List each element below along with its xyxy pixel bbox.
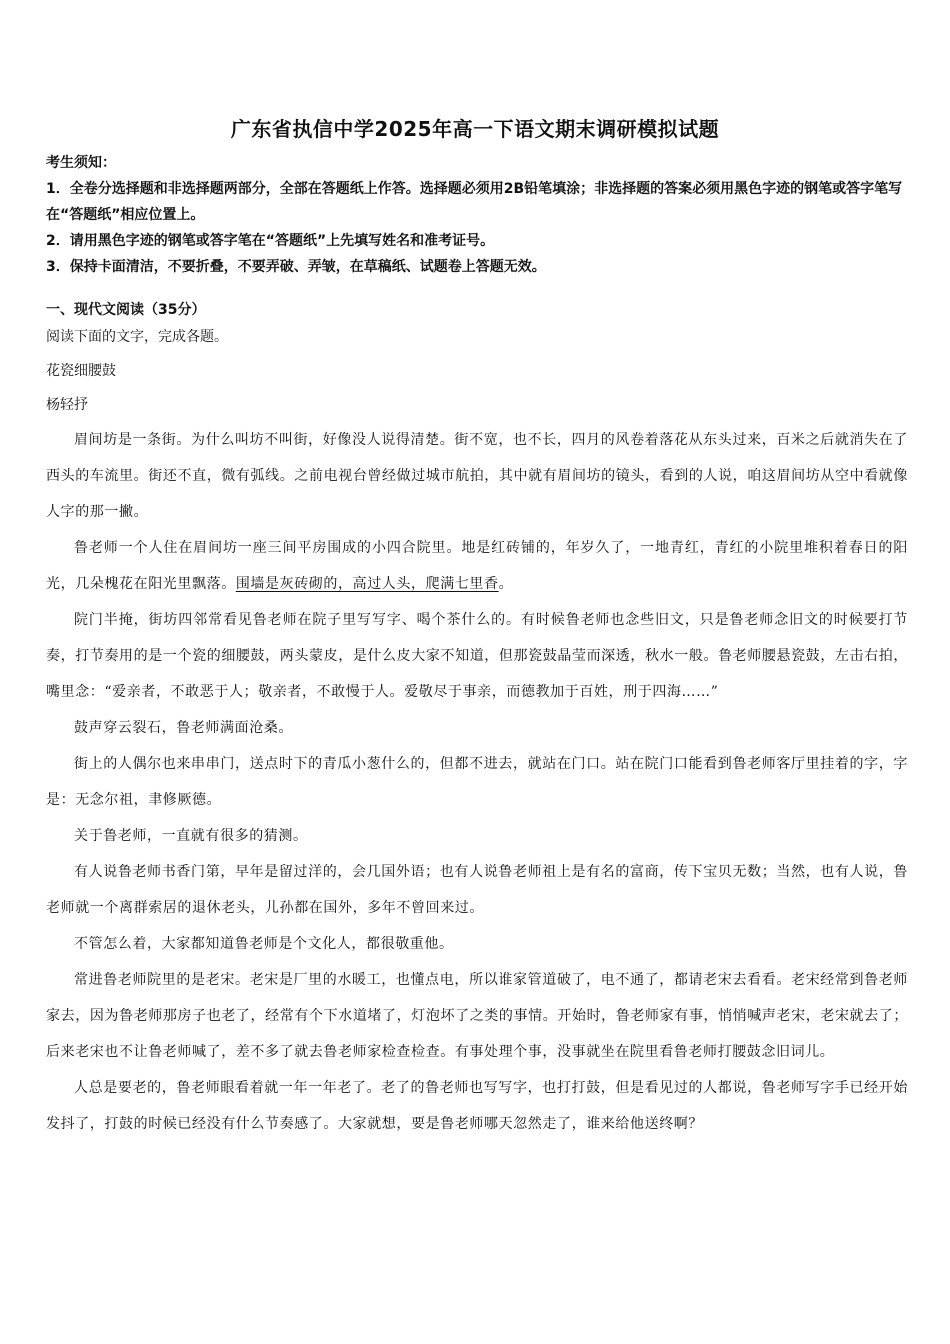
paragraph-5: 街上的人偶尔也来串串门，送点时下的青瓜小葱什么的，但都不进去，就站在门口。站在院门口能看到鲁老师客厅里挂着的字，字是：无念尔祖，聿修厥德。 <box>46 756 908 808</box>
underlined-sentence: 围墙是灰砖砌的，高过人头，爬满七里香 <box>235 576 499 592</box>
exam-title: 广东省执信中学2025年高一下语文期末调研模拟试题 <box>230 117 720 141</box>
article-body <box>46 422 908 1142</box>
paragraph-8: 不管怎么着，大家都知道鲁老师是个文化人，都很敬重他。 <box>74 936 454 952</box>
paragraph-2-end: 。 <box>498 576 514 592</box>
paragraph-1: 眉间坊是一条街。为什么叫坊不叫街，好像没人说得清楚。街不宽，也不长，四月的风卷着落花从东头过来，百米之后就消失在了西头的车流里。街还不直，微有弧线。之前电视台曾经做过城市航拍，其中就有眉间坊的镜头，看到的人说，咱这眉间坊从空中看就像人字的那一撇。 <box>46 432 908 520</box>
paragraph-6: 关于鲁老师，一直就有很多的猜测。 <box>74 828 308 844</box>
section-heading: 一、现代文阅读（35分） <box>46 302 206 318</box>
reading-instruction: 阅读下面的文字，完成各题。 <box>46 329 228 345</box>
notice-item-2: 2．请用黑色字迹的钢笔或答字笔在“答题纸”上先填写姓名和准考证号。 <box>46 233 495 249</box>
notice-item-3: 3．保持卡面清洁，不要折叠，不要弄破、弄皱，在草稿纸、试题卷上答题无效。 <box>46 259 546 275</box>
paragraph-9: 常进鲁老师院里的是老宋。老宋是厂里的水暖工，也懂点电，所以谁家管道破了，电不通了，都请老宋去看看。老宋经常到鲁老师家去，因为鲁老师那房子也老了，经常有个下水道堵了，灯泡坏了之类的事情。开始时，鲁老师家有事，悄悄喊声老宋，老宋就去了；后来老宋也不让鲁老师喊了，差不多了就去鲁老师家检查检查。有事处理个事，没事就坐在院里看鲁老师打腰鼓念旧词儿。 <box>46 972 908 1060</box>
paragraph-2-text: 鲁老师一个人住在眉间坊一座三间平房围成的小四合院里。地是红砖铺的，年岁久了，一地青红，青红的小院里堆积着春日的阳光，几朵槐花在阳光里飘落。 <box>46 540 908 592</box>
paragraph-7: 有人说鲁老师书香门第，早年是留过洋的，会几国外语；也有人说鲁老师祖上是有名的富商，传下宝贝无数；当然，也有人说，鲁老师就一个离群索居的退休老头，儿孙都在国外，多年不曾回来过。 <box>46 864 908 916</box>
article-title: 花瓷细腰鼓 <box>46 363 116 379</box>
paragraph-4: 鼓声穿云裂石，鲁老师满面沧桑。 <box>74 720 293 736</box>
paragraph-2 <box>46 530 908 602</box>
notice-heading: 考生须知： <box>46 155 116 171</box>
notice-item-1: 1．全卷分选择题和非选择题两部分，全部在答题纸上作答。选择题必须用2B铅笔填涂；非选择题的答案必须用黑色字迹的钢笔或答字笔写在“答题纸”相应位置上。 <box>46 181 903 223</box>
article-author: 杨轻抒 <box>46 397 88 413</box>
paragraph-10: 人总是要老的，鲁老师眼看着就一年一年老了。老了的鲁老师也写写字，也打打鼓，但是看见过的人都说，鲁老师写字手已经开始发抖了，打鼓的时候已经没有什么节奏感了。大家就想，要是鲁老师哪天忽然走了，谁来给他送终啊？ <box>46 1080 908 1132</box>
paragraph-3: 院门半掩，街坊四邻常看见鲁老师在院子里写写字、喝个茶什么的。有时候鲁老师也念些旧文，只是鲁老师念旧文的时候要打节奏，打节奏用的是一个瓷的细腰鼓，两头蒙皮，是什么皮大家不知道，但那瓷鼓晶莹而深透，秋水一般。鲁老师腰悬瓷鼓，左击右拍，嘴里念：“爱亲者，不敢恶于人；敬亲者，不敢慢于人。爱敬尽于事亲，而德教加于百姓，刑于四海……” <box>46 612 908 700</box>
